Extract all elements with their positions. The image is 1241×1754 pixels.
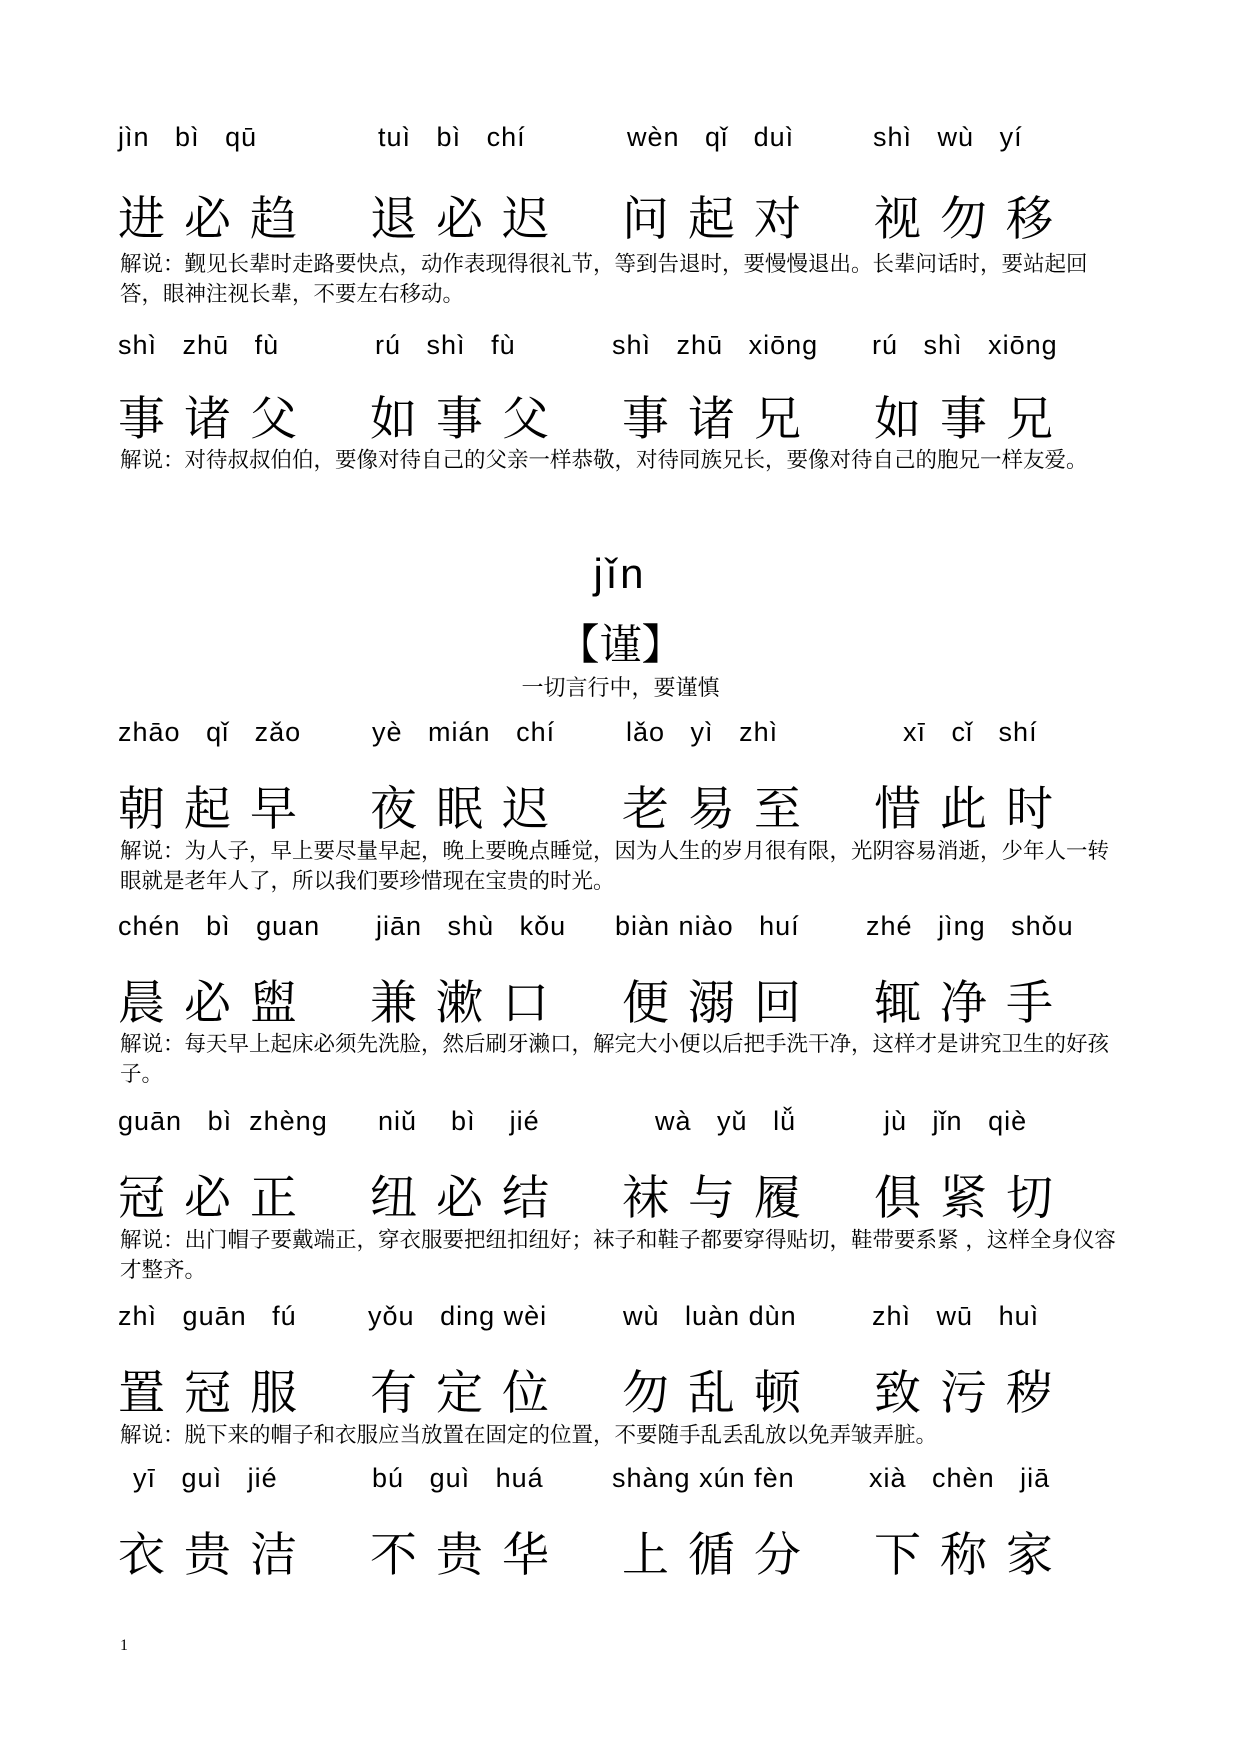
- pinyin-syllable: shì: [923, 330, 963, 360]
- pinyin-syllable: guān: [118, 1106, 183, 1136]
- pinyin-syllable: shì: [118, 330, 158, 360]
- pinyin-group: [118, 1106, 328, 1137]
- pinyin-syllable: wà: [655, 1106, 692, 1136]
- hanzi-group: 有定位: [370, 1366, 568, 1421]
- hanzi-group: 如事兄: [874, 392, 1072, 447]
- pinyin-syllable: bì: [451, 1106, 476, 1136]
- hanzi-group: 兼漱口: [370, 976, 568, 1031]
- pinyin-syllable: wū: [936, 1301, 974, 1331]
- hanzi-group: 如事父: [370, 392, 568, 447]
- pinyin-syllable: wù: [623, 1301, 660, 1331]
- pinyin-syllable: fù: [491, 330, 516, 360]
- hanzi-group: 致污秽: [874, 1366, 1072, 1421]
- pinyin-syllable: bì: [436, 122, 462, 152]
- section-subtitle: 一切言行中，要谨慎: [521, 676, 720, 701]
- section-title: 【谨】: [557, 620, 684, 669]
- hanzi-group: 置冠服: [118, 1366, 316, 1421]
- pinyin-syllable: shàng xún fèn: [612, 1463, 795, 1493]
- hanzi-group: 事诸兄: [622, 392, 820, 447]
- hanzi-group: 纽必结: [370, 1171, 568, 1226]
- pinyin-syllable: yī: [133, 1463, 157, 1493]
- pinyin-syllable: huí: [759, 911, 800, 941]
- pinyin-syllable: jié: [509, 1106, 540, 1136]
- pinyin-group: [866, 911, 1074, 942]
- pinyin-syllable: shì: [612, 330, 652, 360]
- pinyin-syllable: yè: [372, 717, 403, 747]
- pinyin-group: [118, 1301, 297, 1332]
- explanation-text: 解说：对待叔叔伯伯，要像对待自己的父亲一样恭敬，对待同族兄长，要像对待自己的胞兄一样友爱。: [120, 448, 1088, 473]
- hanzi-group: 下称家: [874, 1528, 1072, 1583]
- pinyin-syllable: zhé: [866, 911, 913, 941]
- pinyin-syllable: zhāo: [118, 717, 181, 747]
- hanzi-group: 视勿移: [874, 192, 1072, 247]
- hanzi-group: 朝起早: [118, 782, 316, 837]
- explanation-text: 解说：每天早上起床必须先洗脸，然后刷牙濑口，解完大小便以后把手洗干净，这样才是讲究卫生的好孩子。: [120, 1032, 1110, 1087]
- explanation-text: 解说：为人子，早上要尽量早起，晚上要晚点睡觉，因为人生的岁月很有限，光阴容易消逝，少年人一转眼就是老年人了，所以我们要珍惜现在宝贵的时光。: [120, 839, 1110, 894]
- hanzi-group: 俱紧切: [874, 1171, 1072, 1226]
- hanzi-group: 袜与履: [622, 1171, 820, 1226]
- pinyin-syllable: guan: [256, 911, 321, 941]
- hanzi-group: 辄净手: [874, 976, 1072, 1031]
- pinyin-syllable: shí: [998, 717, 1038, 747]
- pinyin-group: [873, 122, 1023, 153]
- pinyin-group: [627, 122, 794, 153]
- hanzi-group: 不贵华: [370, 1528, 568, 1583]
- pinyin-syllable: jié: [247, 1463, 278, 1493]
- hanzi-group: 便溺回: [622, 976, 820, 1031]
- pinyin-syllable: ding wèi: [440, 1301, 548, 1331]
- pinyin-syllable: lǎo: [626, 717, 666, 747]
- pinyin-group: [903, 717, 1038, 748]
- pinyin-group: [378, 122, 526, 153]
- pinyin-syllable: kǒu: [519, 911, 567, 941]
- pinyin-syllable: duì: [753, 122, 795, 152]
- hanzi-group: 衣贵洁: [118, 1528, 316, 1583]
- pinyin-syllable: qǐ: [705, 122, 729, 152]
- pinyin-syllable: jiā: [1020, 1463, 1051, 1493]
- pinyin-syllable: mián: [428, 717, 491, 747]
- pinyin-group: [872, 330, 1058, 361]
- pinyin-syllable: xià: [869, 1463, 907, 1493]
- pinyin-syllable: jìn: [118, 122, 150, 152]
- pinyin-group: [372, 1463, 544, 1494]
- pinyin-syllable: wèn: [627, 122, 680, 152]
- hanzi-group: 冠必正: [118, 1171, 316, 1226]
- pinyin-syllable: jǐn: [932, 1106, 963, 1136]
- explanation-text: 解说：觐见长辈时走路要快点，动作表现得很礼节，等到告退时，要慢慢退出。长辈问话时，要站起回答，眼神注视长辈，不要左右移动。: [120, 252, 1088, 307]
- pinyin-syllable: chí: [516, 717, 556, 747]
- pinyin-syllable: jù: [884, 1106, 908, 1136]
- pinyin-syllable: fú: [272, 1301, 297, 1331]
- hanzi-group: 退必迟: [370, 192, 568, 247]
- pinyin-syllable: chén: [118, 911, 181, 941]
- pinyin-syllable: zhì: [872, 1301, 912, 1331]
- pinyin-syllable: niǔ: [378, 1106, 418, 1136]
- pinyin-group: [118, 717, 301, 748]
- page-number: 1: [120, 1637, 128, 1654]
- explanation-text: 解说：出门帽子要戴端正，穿衣服要把纽扣纽好；袜子和鞋子都要穿得贴切，鞋带要系紧 ，这样全身仪容才整齐。: [120, 1228, 1116, 1283]
- pinyin-syllable: xī: [903, 717, 927, 747]
- pinyin-syllable: huì: [998, 1301, 1040, 1331]
- pinyin-syllable: xiōng: [988, 330, 1058, 360]
- pinyin-group: [118, 911, 320, 942]
- pinyin-group: [378, 1106, 540, 1137]
- pinyin-syllable: shù: [447, 911, 495, 941]
- section-pinyin: jǐn: [593, 550, 648, 597]
- pinyin-syllable: xiōng: [748, 330, 819, 360]
- pinyin-syllable: shǒu: [1011, 911, 1074, 941]
- pinyin-syllable: bì: [207, 1106, 233, 1136]
- pinyin-group: [615, 911, 800, 942]
- pinyin-group: [623, 1301, 797, 1332]
- hanzi-group: 勿乱顿: [622, 1366, 820, 1421]
- pinyin-syllable: yí: [999, 122, 1023, 152]
- pinyin-syllable: qiè: [988, 1106, 1028, 1136]
- pinyin-syllable: jìng: [938, 911, 986, 941]
- pinyin-syllable: zhì: [118, 1301, 158, 1331]
- pinyin-syllable: bú: [372, 1463, 405, 1493]
- pinyin-group: [368, 1301, 547, 1332]
- pinyin-syllable: rú: [375, 330, 402, 360]
- pinyin-syllable: luàn dùn: [685, 1301, 797, 1331]
- pinyin-group: [869, 1463, 1050, 1494]
- hanzi-group: 进必趋: [118, 192, 316, 247]
- pinyin-syllable: biàn niào: [615, 911, 734, 941]
- pinyin-syllable: zhū: [676, 330, 724, 360]
- pinyin-syllable: zǎo: [254, 717, 302, 747]
- pinyin-syllable: bì: [206, 911, 231, 941]
- pinyin-syllable: zhì: [739, 717, 779, 747]
- pinyin-group: [612, 330, 818, 361]
- pinyin-group: [376, 911, 566, 942]
- pinyin-syllable: lǚ: [773, 1106, 797, 1136]
- pinyin-syllable: tuì: [378, 122, 412, 152]
- pinyin-syllable: cǐ: [951, 717, 974, 747]
- pinyin-group: [655, 1106, 796, 1137]
- pinyin-group: [375, 330, 516, 361]
- pinyin-syllable: shì: [426, 330, 466, 360]
- pinyin-syllable: huá: [495, 1463, 544, 1493]
- hanzi-group: 事诸父: [118, 392, 316, 447]
- pinyin-syllable: bì: [175, 122, 200, 152]
- pinyin-syllable: qǐ: [206, 717, 230, 747]
- pinyin-syllable: yì: [690, 717, 714, 747]
- pinyin-syllable: qū: [225, 122, 258, 152]
- pinyin-syllable: chí: [486, 122, 526, 152]
- pinyin-syllable: rú: [872, 330, 899, 360]
- pinyin-group: [884, 1106, 1027, 1137]
- pinyin-group: [626, 717, 778, 748]
- explanation-text: 解说：脱下来的帽子和衣服应当放置在固定的位置，不要随手乱丢乱放以免弄皱弄脏。: [120, 1423, 938, 1448]
- pinyin-syllable: yǒu: [368, 1301, 415, 1331]
- pinyin-syllable: fù: [254, 330, 280, 360]
- pinyin-syllable: shì: [873, 122, 913, 152]
- pinyin-syllable: zhèng: [249, 1106, 328, 1136]
- hanzi-group: 问起对: [622, 192, 820, 247]
- pinyin-group: [118, 122, 257, 153]
- pinyin-syllable: zhū: [182, 330, 230, 360]
- hanzi-group: 老易至: [622, 782, 820, 837]
- pinyin-group: [872, 1301, 1039, 1332]
- pinyin-group: [372, 717, 555, 748]
- pinyin-group: [118, 330, 279, 361]
- pinyin-syllable: guì: [181, 1463, 223, 1493]
- pinyin-group: [612, 1463, 795, 1494]
- hanzi-group: 晨必盥: [118, 976, 316, 1031]
- hanzi-group: 惜此时: [874, 782, 1072, 837]
- pinyin-syllable: chèn: [932, 1463, 995, 1493]
- pinyin-syllable: wù: [937, 122, 975, 152]
- hanzi-group: 上循分: [622, 1528, 820, 1583]
- pinyin-syllable: guān: [182, 1301, 247, 1331]
- pinyin-syllable: yǔ: [717, 1106, 748, 1136]
- pinyin-syllable: guì: [429, 1463, 471, 1493]
- pinyin-group: [133, 1463, 278, 1494]
- pinyin-syllable: jiān: [376, 911, 423, 941]
- hanzi-group: 夜眠迟: [370, 782, 568, 837]
